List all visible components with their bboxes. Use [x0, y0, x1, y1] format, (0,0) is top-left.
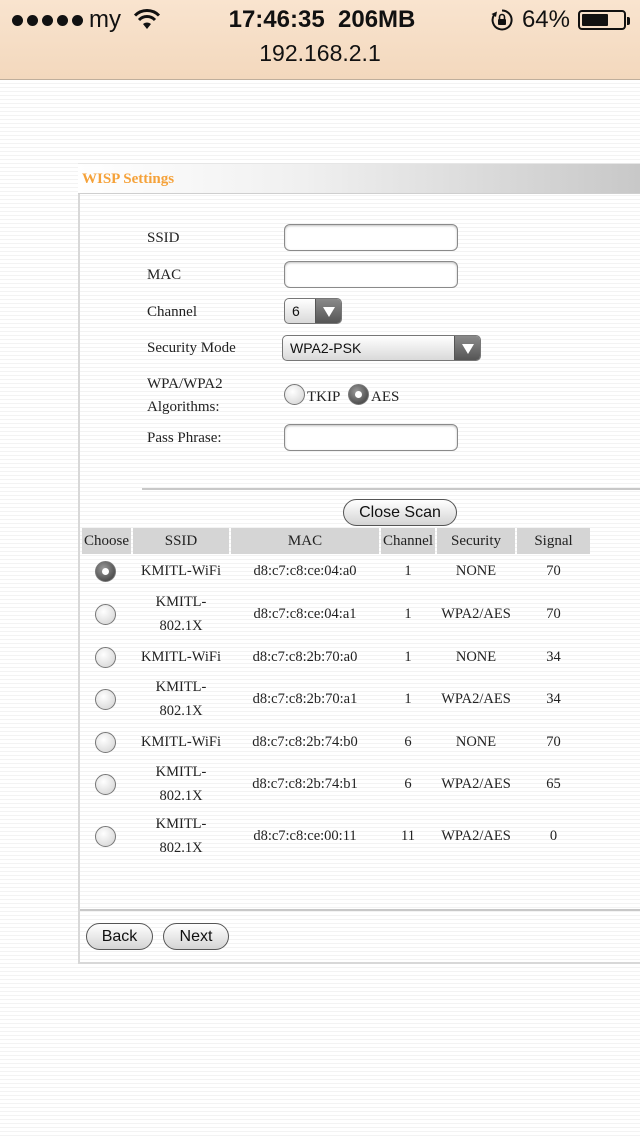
- aes-label: AES: [371, 389, 400, 405]
- ssid-cell: KMITL-: [155, 816, 207, 832]
- channel-label: Channel: [147, 304, 197, 320]
- ssid-cell: KMITL-WiFi: [141, 649, 221, 665]
- security-cell: WPA2/AES: [441, 691, 511, 707]
- table-row[interactable]: [82, 813, 592, 861]
- divider: [80, 909, 640, 911]
- memory-readout: 206MB: [338, 6, 416, 33]
- security-mode-select[interactable]: [282, 335, 481, 361]
- table-row[interactable]: [82, 591, 592, 639]
- ssid-cell: KMITL-: [155, 679, 207, 695]
- mac-cell: d8:c7:c8:ce:04:a0: [253, 563, 357, 579]
- ssid-input[interactable]: [284, 224, 458, 251]
- choose-radio[interactable]: [95, 732, 116, 753]
- table-row[interactable]: [82, 761, 592, 809]
- mac-cell: d8:c7:c8:2b:70:a0: [252, 649, 358, 665]
- choose-radio[interactable]: [95, 826, 116, 847]
- signal-cell: 65: [546, 776, 561, 792]
- signal-cell: 70: [546, 606, 561, 622]
- ssid-cell-line2: 802.1X: [159, 618, 203, 634]
- table-row[interactable]: [82, 646, 592, 670]
- ssid-label: SSID: [147, 230, 180, 246]
- tkip-label: TKIP: [307, 389, 341, 405]
- next-button[interactable]: Next: [163, 923, 229, 950]
- column-header-choose: Choose: [82, 528, 131, 554]
- security-mode-label: Security Mode: [147, 340, 236, 356]
- ssid-cell: KMITL-WiFi: [141, 563, 221, 579]
- address-bar[interactable]: 192.168.2.1: [259, 40, 381, 66]
- choose-radio[interactable]: [95, 561, 116, 582]
- pass-phrase-input[interactable]: [284, 424, 458, 451]
- channel-cell: 1: [404, 691, 412, 707]
- panel-title: WISP Settings: [82, 171, 175, 187]
- security-mode-select-value: WPA2-PSK: [290, 340, 362, 356]
- table-row[interactable]: [82, 731, 592, 755]
- channel-cell: 1: [404, 649, 412, 665]
- signal-cell: 70: [546, 734, 561, 750]
- ssid-cell: KMITL-WiFi: [141, 734, 221, 750]
- aes-radio[interactable]: [348, 384, 369, 405]
- chevron-down-icon: [454, 336, 480, 360]
- channel-cell: 1: [404, 606, 412, 622]
- panel-header: [78, 163, 640, 194]
- channel-select-value: 6: [292, 303, 300, 319]
- browser-top-bar: [0, 0, 640, 80]
- signal-cell: 0: [549, 828, 558, 844]
- choose-radio[interactable]: [95, 604, 116, 625]
- divider: [142, 488, 640, 490]
- mac-cell: d8:c7:c8:2b:70:a1: [252, 691, 358, 707]
- table-row[interactable]: [82, 560, 592, 584]
- close-scan-button[interactable]: Close Scan: [343, 499, 457, 526]
- security-cell: WPA2/AES: [441, 776, 511, 792]
- choose-radio[interactable]: [95, 647, 116, 668]
- signal-cell: 70: [546, 563, 561, 579]
- algorithms-label-line2: Algorithms:: [147, 399, 220, 415]
- security-cell: NONE: [455, 563, 497, 579]
- carrier-name: my: [89, 6, 121, 33]
- channel-cell: 11: [401, 828, 415, 844]
- chevron-down-icon: [315, 299, 341, 323]
- mac-cell: d8:c7:c8:2b:74:b1: [252, 776, 358, 792]
- ssid-cell-line2: 802.1X: [159, 788, 203, 804]
- column-header-security: Security: [437, 528, 515, 554]
- column-header-mac: MAC: [231, 528, 379, 554]
- mac-cell: d8:c7:c8:ce:00:11: [253, 828, 357, 844]
- channel-cell: 6: [404, 776, 412, 792]
- ssid-cell: KMITL-: [155, 764, 207, 780]
- tkip-radio[interactable]: [284, 384, 305, 405]
- channel-select[interactable]: [284, 298, 342, 324]
- security-cell: NONE: [455, 734, 497, 750]
- battery-icon: [578, 10, 626, 30]
- ssid-cell: KMITL-: [155, 594, 207, 610]
- signal-cell: 34: [546, 691, 561, 707]
- ssid-cell-line2: 802.1X: [159, 840, 203, 856]
- back-button[interactable]: Back: [86, 923, 153, 950]
- security-cell: WPA2/AES: [441, 606, 511, 622]
- choose-radio[interactable]: [95, 774, 116, 795]
- algorithms-label-line1: WPA/WPA2: [147, 376, 223, 392]
- channel-cell: 6: [404, 734, 412, 750]
- pass-phrase-label: Pass Phrase:: [147, 430, 222, 446]
- mac-cell: d8:c7:c8:2b:74:b0: [252, 734, 358, 750]
- mac-label: MAC: [147, 267, 182, 283]
- channel-cell: 1: [404, 563, 412, 579]
- battery-area: [490, 6, 626, 34]
- signal-cell: 34: [546, 649, 561, 665]
- ssid-cell-line2: 802.1X: [159, 703, 203, 719]
- clock: 17:46:35: [228, 6, 325, 33]
- mac-input[interactable]: [284, 261, 458, 288]
- column-header-ssid: SSID: [133, 528, 229, 554]
- mac-cell: d8:c7:c8:ce:04:a1: [253, 606, 357, 622]
- column-header-signal: Signal: [517, 528, 590, 554]
- choose-radio[interactable]: [95, 689, 116, 710]
- column-header-channel: Channel: [381, 528, 435, 554]
- table-row[interactable]: [82, 676, 592, 724]
- security-cell: WPA2/AES: [441, 828, 511, 844]
- battery-percent: 64%: [521, 6, 570, 33]
- security-cell: NONE: [455, 649, 497, 665]
- rotation-lock-icon: [490, 8, 514, 32]
